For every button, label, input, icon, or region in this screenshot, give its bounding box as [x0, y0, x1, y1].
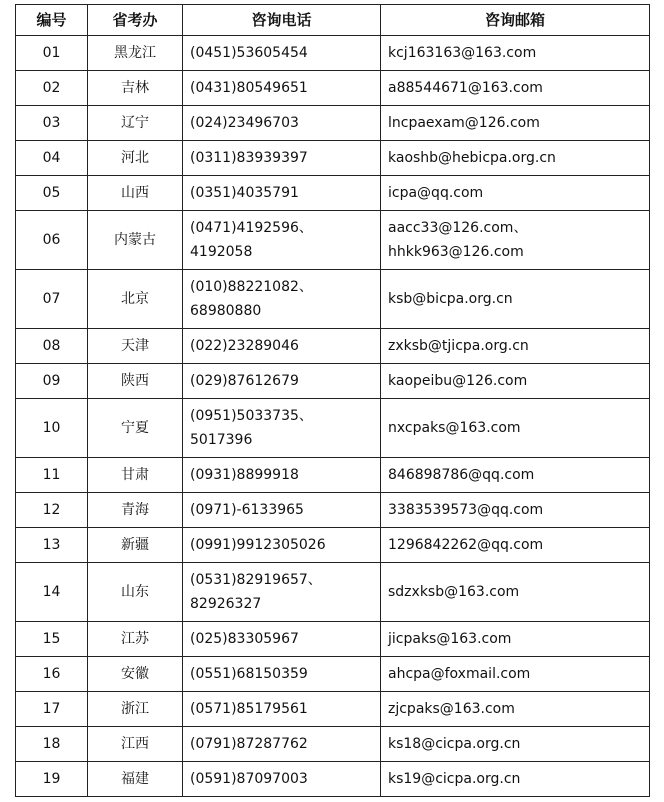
contact-table-wrapper	[15, 4, 649, 797]
table-row	[16, 727, 650, 762]
cell-email	[381, 270, 650, 329]
table-row	[16, 657, 650, 692]
phone-line: (010)88221082、	[190, 279, 313, 295]
cell-email	[381, 622, 650, 657]
table-row	[16, 141, 650, 176]
email-line: kaopeibu@126.com	[388, 373, 528, 389]
email-line: aacc33@126.com、	[388, 220, 528, 236]
email-line: kcj163163@163.com	[388, 45, 537, 61]
cell-no: 11	[16, 458, 88, 493]
cell-email	[381, 71, 650, 106]
cell-email	[381, 493, 650, 528]
phone-line: 68980880	[190, 303, 262, 319]
email-line: ahcpa@foxmail.com	[388, 666, 531, 682]
email-line: 1296842262@qq.com	[388, 537, 544, 553]
table-row	[16, 563, 650, 622]
phone-line: (0991)9912305026	[190, 537, 326, 553]
table-row	[16, 106, 650, 141]
cell-email	[381, 141, 650, 176]
cell-email	[381, 692, 650, 727]
phone-line: (0791)87287762	[190, 736, 308, 752]
cell-office: 北京	[88, 270, 183, 329]
phone-line: (0431)80549651	[190, 80, 308, 96]
phone-line: (0951)5033735、	[190, 408, 313, 424]
cell-phone	[183, 329, 381, 364]
phone-line: 4192058	[190, 244, 253, 260]
email-line: icpa@qq.com	[388, 185, 484, 201]
phone-line: (0591)87097003	[190, 771, 308, 787]
phone-line: (029)87612679	[190, 373, 299, 389]
header-office: 省考办	[88, 5, 183, 36]
cell-phone	[183, 458, 381, 493]
table-row	[16, 622, 650, 657]
cell-phone	[183, 36, 381, 71]
cell-no: 02	[16, 71, 88, 106]
phone-line: (0971)-6133965	[190, 502, 304, 518]
cell-no: 14	[16, 563, 88, 622]
email-line: ks19@cicpa.org.cn	[388, 771, 521, 787]
cell-phone	[183, 399, 381, 458]
email-line: ks18@cicpa.org.cn	[388, 736, 521, 752]
phone-line: (024)23496703	[190, 115, 299, 131]
cell-office: 辽宁	[88, 106, 183, 141]
header-no: 编号	[16, 5, 88, 36]
table-row	[16, 493, 650, 528]
table-row	[16, 762, 650, 797]
phone-line: 82926327	[190, 596, 262, 612]
email-line: zjcpaks@163.com	[388, 701, 515, 717]
cell-phone	[183, 364, 381, 399]
cell-phone	[183, 493, 381, 528]
cell-phone	[183, 762, 381, 797]
cell-email	[381, 36, 650, 71]
table-row	[16, 176, 650, 211]
table-row	[16, 211, 650, 270]
cell-phone	[183, 106, 381, 141]
cell-office: 山西	[88, 176, 183, 211]
cell-phone	[183, 622, 381, 657]
cell-office: 河北	[88, 141, 183, 176]
cell-no: 05	[16, 176, 88, 211]
cell-office: 青海	[88, 493, 183, 528]
table-row	[16, 329, 650, 364]
cell-no: 06	[16, 211, 88, 270]
cell-email	[381, 458, 650, 493]
cell-email	[381, 563, 650, 622]
table-row	[16, 36, 650, 71]
phone-line: (0351)4035791	[190, 185, 299, 201]
cell-email	[381, 106, 650, 141]
cell-no: 16	[16, 657, 88, 692]
phone-line: (025)83305967	[190, 631, 299, 647]
cell-phone	[183, 692, 381, 727]
table-row	[16, 364, 650, 399]
cell-no: 13	[16, 528, 88, 563]
cell-office: 浙江	[88, 692, 183, 727]
cell-email	[381, 399, 650, 458]
phone-line: (0311)83939397	[190, 150, 308, 166]
cell-office: 宁夏	[88, 399, 183, 458]
cell-no: 10	[16, 399, 88, 458]
cell-office: 黑龙江	[88, 36, 183, 71]
phone-line: (0531)82919657、	[190, 572, 322, 588]
cell-no: 17	[16, 692, 88, 727]
contact-table	[15, 4, 650, 797]
cell-phone	[183, 270, 381, 329]
cell-no: 09	[16, 364, 88, 399]
email-line: lncpaexam@126.com	[388, 115, 540, 131]
email-line: zxksb@tjicpa.org.cn	[388, 338, 529, 354]
cell-phone	[183, 176, 381, 211]
cell-office: 吉林	[88, 71, 183, 106]
email-line: nxcpaks@163.com	[388, 420, 521, 436]
cell-no: 04	[16, 141, 88, 176]
email-line: kaoshb@hebicpa.org.cn	[388, 150, 556, 166]
cell-email	[381, 364, 650, 399]
cell-office: 新疆	[88, 528, 183, 563]
header-phone: 咨询电话	[183, 5, 381, 36]
cell-email	[381, 211, 650, 270]
email-line: a88544671@163.com	[388, 80, 543, 96]
cell-phone	[183, 563, 381, 622]
cell-email	[381, 727, 650, 762]
phone-line: (0471)4192596、	[190, 220, 313, 236]
table-row	[16, 692, 650, 727]
email-line: 846898786@qq.com	[388, 467, 535, 483]
cell-no: 19	[16, 762, 88, 797]
phone-line: (0451)53605454	[190, 45, 308, 61]
cell-office: 内蒙古	[88, 211, 183, 270]
cell-email	[381, 762, 650, 797]
phone-line: (0551)68150359	[190, 666, 308, 682]
cell-office: 山东	[88, 563, 183, 622]
table-row	[16, 399, 650, 458]
phone-line: (0931)8899918	[190, 467, 299, 483]
email-line: ksb@bicpa.org.cn	[388, 291, 513, 307]
cell-office: 甘肃	[88, 458, 183, 493]
table-body	[16, 36, 650, 797]
table-row	[16, 71, 650, 106]
cell-no: 08	[16, 329, 88, 364]
cell-office: 天津	[88, 329, 183, 364]
cell-email	[381, 176, 650, 211]
cell-email	[381, 657, 650, 692]
cell-phone	[183, 141, 381, 176]
email-line: sdzxksb@163.com	[388, 584, 520, 600]
table-header-row	[16, 5, 650, 36]
cell-office: 福建	[88, 762, 183, 797]
cell-no: 07	[16, 270, 88, 329]
email-line: jicpaks@163.com	[388, 631, 512, 647]
cell-office: 陕西	[88, 364, 183, 399]
table-row	[16, 270, 650, 329]
cell-no: 18	[16, 727, 88, 762]
cell-phone	[183, 727, 381, 762]
cell-phone	[183, 211, 381, 270]
cell-email	[381, 329, 650, 364]
cell-office: 江西	[88, 727, 183, 762]
email-line: 3383539573@qq.com	[388, 502, 544, 518]
phone-line: (0571)85179561	[190, 701, 308, 717]
cell-phone	[183, 528, 381, 563]
cell-no: 01	[16, 36, 88, 71]
cell-office: 江苏	[88, 622, 183, 657]
header-email: 咨询邮箱	[381, 5, 650, 36]
cell-phone	[183, 657, 381, 692]
table-row	[16, 528, 650, 563]
cell-phone	[183, 71, 381, 106]
phone-line: 5017396	[190, 432, 253, 448]
cell-office: 安徽	[88, 657, 183, 692]
table-row	[16, 458, 650, 493]
cell-no: 03	[16, 106, 88, 141]
cell-no: 15	[16, 622, 88, 657]
cell-email	[381, 528, 650, 563]
email-line: hhkk963@126.com	[388, 244, 524, 260]
phone-line: (022)23289046	[190, 338, 299, 354]
cell-no: 12	[16, 493, 88, 528]
